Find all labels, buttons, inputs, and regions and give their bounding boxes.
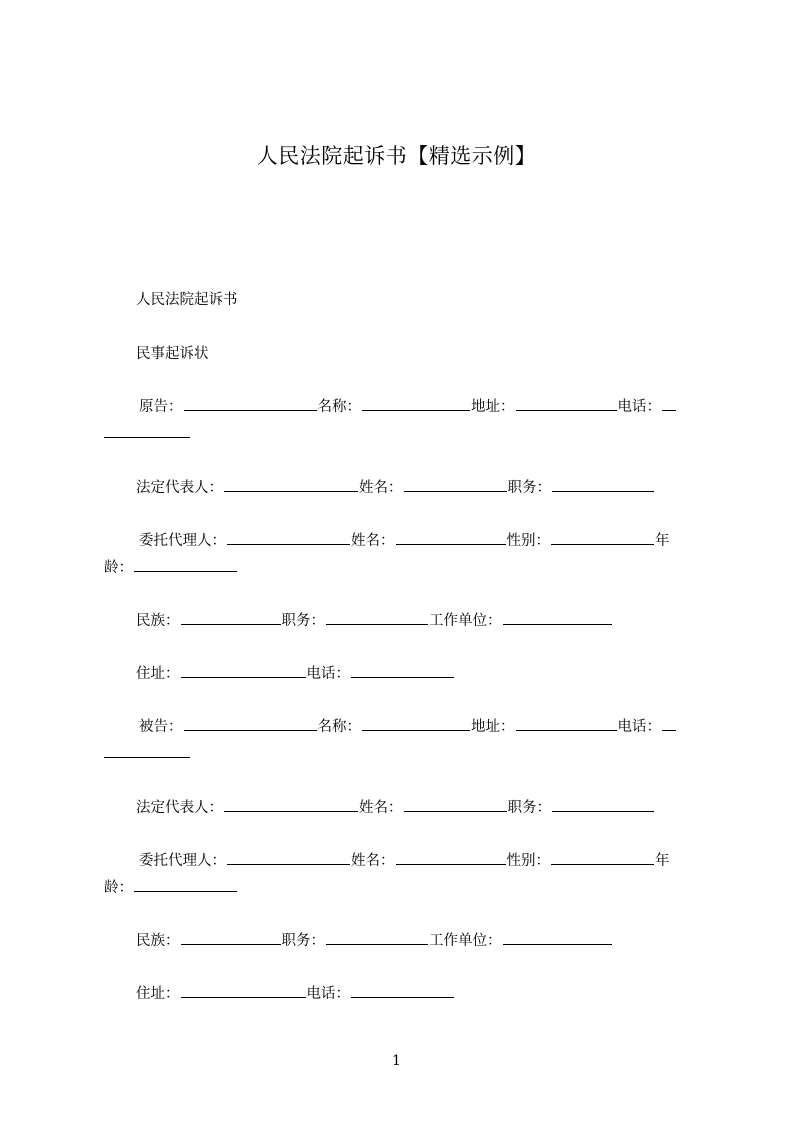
page-number: 1 — [392, 1053, 401, 1069]
d-legal-rep-name-blank[interactable] — [404, 810, 507, 812]
agent-age-blank[interactable] — [134, 570, 237, 572]
plaintiff-residence-line — [104, 661, 736, 688]
defendant-residence-line — [104, 981, 736, 1008]
defendant-line — [104, 714, 739, 741]
agent-age-label: 年 — [655, 533, 670, 549]
defendant-phone-label: 电话： — [617, 719, 661, 735]
defendant-ethnic-line — [104, 928, 736, 955]
heading-court-complaint: 人民法院起诉书 — [136, 292, 238, 308]
legal-rep-blank[interactable] — [224, 490, 358, 492]
d-agent-blank[interactable] — [227, 863, 350, 865]
residence-label: 住址： — [136, 666, 180, 682]
defendant-line-cont — [104, 741, 704, 768]
legal-rep-label: 法定代表人： — [136, 480, 223, 496]
agent-gender-blank[interactable] — [551, 543, 654, 545]
residence-blank[interactable] — [181, 676, 306, 678]
d-ethnic-post-blank[interactable] — [326, 943, 428, 945]
plaintiff-legal-rep-line — [104, 475, 736, 502]
legal-rep-name-blank[interactable] — [404, 490, 507, 492]
d-legal-rep-label: 法定代表人： — [136, 800, 223, 816]
d-ethnic-post-label: 职务： — [281, 933, 325, 949]
residence-phone-label: 电话： — [306, 666, 350, 682]
d-residence-phone-blank[interactable] — [351, 996, 454, 998]
d-agent-gender-blank[interactable] — [551, 863, 654, 865]
ethnic-label: 民族： — [136, 613, 180, 629]
defendant-name-label: 名称： — [317, 719, 361, 735]
d-ethnic-employer-blank[interactable] — [503, 943, 612, 945]
defendant-legal-rep-line — [104, 795, 736, 822]
legal-rep-post-blank[interactable] — [552, 490, 654, 492]
plaintiff-blank[interactable] — [184, 409, 317, 411]
d-legal-rep-name-label: 姓名： — [359, 800, 403, 816]
d-agent-gender-label: 性别： — [506, 853, 550, 869]
plaintiff-address-label: 地址： — [471, 399, 515, 415]
d-agent-label: 委托代理人： — [139, 853, 226, 869]
ethnic-post-blank[interactable] — [326, 623, 428, 625]
d-agent-name-blank[interactable] — [396, 863, 506, 865]
plaintiff-agent-line-cont — [104, 555, 704, 582]
plaintiff-name-label: 名称： — [317, 399, 361, 415]
plaintiff-address-blank[interactable] — [516, 409, 617, 411]
agent-blank[interactable] — [227, 543, 350, 545]
d-agent-age-label: 年 — [655, 853, 670, 869]
ethnic-post-label: 职务： — [281, 613, 325, 629]
legal-rep-post-label: 职务： — [507, 480, 551, 496]
defendant-agent-line — [104, 848, 739, 875]
d-agent-age-label-cont: 龄： — [104, 880, 133, 896]
ethnic-employer-label: 工作单位： — [429, 613, 502, 629]
d-residence-phone-label: 电话： — [306, 986, 350, 1002]
legal-rep-name-label: 姓名： — [359, 480, 403, 496]
defendant-label: 被告： — [139, 719, 183, 735]
defendant-phone-blank[interactable] — [662, 729, 676, 731]
plaintiff-ethnic-line — [104, 608, 736, 635]
defendant-name-blank[interactable] — [362, 729, 470, 731]
plaintiff-line — [104, 394, 739, 421]
ethnic-employer-blank[interactable] — [503, 623, 612, 625]
defendant-blank[interactable] — [184, 729, 317, 731]
d-legal-rep-post-blank[interactable] — [552, 810, 654, 812]
defendant-address-blank[interactable] — [516, 729, 617, 731]
plaintiff-agent-line — [104, 528, 739, 555]
d-residence-blank[interactable] — [181, 996, 306, 998]
defendant-agent-line-cont — [104, 875, 704, 902]
d-legal-rep-post-label: 职务： — [507, 800, 551, 816]
plaintiff-phone-blank-cont[interactable] — [104, 436, 190, 438]
d-agent-name-label: 姓名： — [351, 853, 395, 869]
defendant-address-label: 地址： — [471, 719, 515, 735]
agent-label: 委托代理人： — [139, 533, 226, 549]
agent-gender-label: 性别： — [506, 533, 550, 549]
d-ethnic-employer-label: 工作单位： — [429, 933, 502, 949]
document-title: 人民法院起诉书【精选示例】 — [256, 144, 537, 168]
ethnic-blank[interactable] — [181, 623, 281, 625]
heading-civil-complaint: 民事起诉状 — [136, 346, 209, 362]
agent-name-label: 姓名： — [351, 533, 395, 549]
plaintiff-phone-label: 电话： — [617, 399, 661, 415]
plaintiff-phone-blank[interactable] — [662, 409, 676, 411]
d-residence-label: 住址： — [136, 986, 180, 1002]
defendant-phone-blank-cont[interactable] — [104, 756, 190, 758]
agent-name-blank[interactable] — [396, 543, 506, 545]
plaintiff-line-cont — [104, 421, 704, 448]
plaintiff-name-blank[interactable] — [362, 409, 470, 411]
residence-phone-blank[interactable] — [351, 676, 454, 678]
d-agent-age-blank[interactable] — [134, 890, 237, 892]
d-ethnic-blank[interactable] — [181, 943, 281, 945]
d-ethnic-label: 民族： — [136, 933, 180, 949]
d-legal-rep-blank[interactable] — [224, 810, 358, 812]
plaintiff-label: 原告： — [139, 399, 183, 415]
agent-age-label-cont: 龄： — [104, 560, 133, 576]
